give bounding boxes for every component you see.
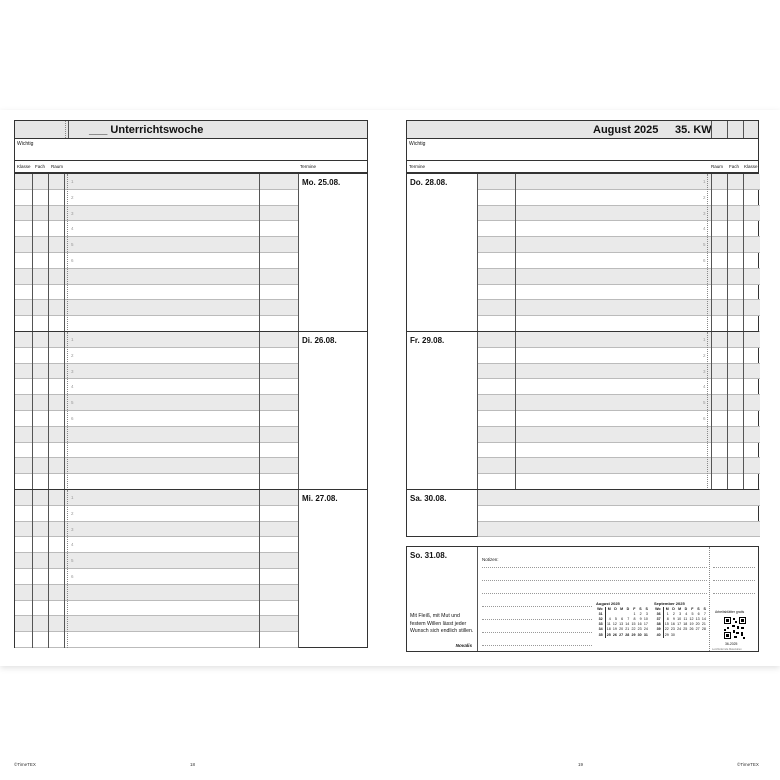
mini-calendar-day-cell: [701, 633, 707, 638]
planner-spread: [0, 110, 780, 767]
mini-calendar-week-row: [596, 633, 649, 638]
lesson-row[interactable]: [15, 616, 298, 632]
period-number: 5: [71, 558, 74, 564]
note-line[interactable]: [482, 619, 592, 620]
mini-calendar-day-cell: 1: [633, 612, 636, 617]
mini-calendar-day-cell: 17: [643, 622, 648, 627]
lesson-row[interactable]: [477, 332, 760, 348]
lesson-row[interactable]: [15, 458, 298, 474]
mini-calendar-day-cell: 23: [670, 627, 675, 632]
lesson-row[interactable]: [477, 427, 760, 443]
period-number: 6: [71, 258, 74, 263]
period-number: 3: [703, 210, 706, 216]
column-divider: [48, 174, 49, 332]
day-label: Sa. 30.08.: [410, 494, 447, 503]
period-number: 4: [71, 384, 74, 390]
mini-calendar-day-cell: 4: [685, 612, 688, 617]
note-line[interactable]: [482, 567, 707, 568]
day-label: Do. 28.08.: [410, 178, 448, 187]
lesson-row[interactable]: [15, 506, 298, 522]
lesson-row[interactable]: [477, 206, 760, 222]
lesson-row[interactable]: [477, 379, 760, 395]
mini-calendar-day-cell: 22: [664, 627, 669, 632]
mini-calendar-day-cell: 27: [619, 632, 624, 637]
mini-calendar-day-cell: 29: [664, 632, 669, 637]
lesson-row[interactable]: [477, 300, 760, 316]
mini-calendar-day-cell: 25: [683, 627, 688, 632]
mini-calendar-day-cell: 35: [596, 633, 605, 638]
column-divider: [32, 332, 33, 490]
lesson-row[interactable]: [477, 253, 760, 269]
mini-calendar-day-cell: 3: [679, 612, 682, 617]
lesson-row[interactable]: [15, 300, 298, 316]
period-number: 1: [71, 179, 74, 184]
mini-calendar-day-cell: 29: [631, 632, 636, 637]
mini-calendar-day-cell: 15: [664, 622, 669, 627]
mini-calendar-day-cell: 21: [701, 622, 706, 627]
note-line[interactable]: [713, 580, 755, 581]
period-number: 4: [71, 226, 74, 232]
mini-calendar-day-cell: 37: [654, 617, 663, 622]
day-label: Mo. 25.08.: [302, 178, 341, 187]
qr-caption-bottom: 36-2025: [725, 642, 738, 646]
mini-calendar-header-cell: D: [626, 607, 630, 612]
day-block: [14, 173, 368, 332]
lesson-row[interactable]: [15, 474, 298, 490]
mini-calendar-day-cell: 5: [691, 612, 694, 617]
note-line[interactable]: [482, 645, 592, 646]
mini-calendar-day-cell: 6: [621, 617, 624, 622]
period-number: 4: [71, 542, 74, 548]
lesson-row[interactable]: [15, 585, 298, 601]
lesson-row[interactable]: [477, 395, 760, 411]
period-number: 3: [703, 368, 706, 374]
mini-calendar-day-cell: 30: [670, 632, 675, 637]
period-number: 2: [703, 352, 706, 358]
header-divider: [727, 121, 728, 138]
header-divider: [711, 121, 712, 138]
column-divider: [67, 174, 68, 332]
lesson-row[interactable]: [477, 474, 760, 490]
lesson-row[interactable]: [15, 490, 298, 506]
lesson-row[interactable]: [15, 553, 298, 569]
page-number: 19: [578, 762, 584, 767]
lesson-row[interactable]: [15, 269, 298, 285]
column-divider: [259, 174, 260, 332]
column-divider: [727, 332, 728, 490]
mini-calendar-day-cell: 24: [677, 627, 682, 632]
mini-calendar-day-cell: 10: [677, 617, 682, 622]
lesson-row[interactable]: [477, 316, 760, 332]
day-label: So. 31.08.: [410, 551, 447, 560]
mini-calendar-day-cell: 20: [619, 627, 624, 632]
column-divider: [32, 490, 33, 648]
mini-calendar-header-cell: D: [672, 607, 675, 612]
day-block: [406, 173, 759, 332]
column-divider: [743, 174, 744, 332]
mini-calendar-day-cell: 14: [625, 622, 630, 627]
mini-calendar-day-cell: 8: [633, 617, 636, 622]
column-divider: [298, 490, 299, 648]
lesson-row[interactable]: [477, 458, 760, 474]
col-fach: Fach: [35, 164, 46, 169]
column-divider: [707, 332, 708, 490]
lesson-row[interactable]: [477, 285, 760, 301]
mini-calendar-header-cell: M: [665, 607, 669, 612]
mini-calendar-day-cell: 15: [631, 622, 636, 627]
period-number: 6: [703, 258, 706, 263]
mini-calendar-day-cell: 9: [639, 617, 642, 622]
column-divider: [298, 332, 299, 490]
mini-calendar-header-cell: S: [697, 607, 700, 612]
period-number: 4: [703, 226, 706, 232]
left-page: [14, 120, 368, 652]
column-divider: [707, 174, 708, 332]
tiny-caption: Lernfördernde Materialien: [712, 648, 742, 651]
mini-calendar-header-cell: M: [607, 607, 611, 612]
mini-calendar-day-cell: 23: [637, 627, 642, 632]
header-divider: [68, 121, 69, 138]
mini-calendar-day-cell: 25: [606, 632, 611, 637]
column-divider: [711, 332, 712, 490]
column-divider: [477, 332, 478, 490]
column-divider: [515, 174, 516, 332]
column-divider: [64, 490, 65, 648]
mini-calendar-table: [654, 607, 707, 638]
period-number: 3: [71, 210, 74, 216]
column-header: [14, 161, 368, 173]
lesson-row[interactable]: [15, 316, 298, 332]
column-divider: [64, 174, 65, 332]
lesson-row[interactable]: [15, 348, 298, 364]
lesson-row[interactable]: [477, 237, 760, 253]
mini-calendar-day-cell: 20: [695, 622, 700, 627]
lesson-row[interactable]: [15, 379, 298, 395]
qr-code-icon[interactable]: [723, 616, 747, 640]
mini-calendar-day-cell: 28: [625, 632, 630, 637]
lesson-row[interactable]: [15, 237, 298, 253]
col-termine: Termine: [300, 164, 317, 169]
mini-calendar-day-cell: 21: [625, 627, 630, 632]
column-divider: [259, 490, 260, 648]
mini-calendar-day-cell: 22: [631, 627, 636, 632]
mini-calendar-september: [654, 601, 707, 638]
mini-calendar-day-cell: 13: [619, 622, 624, 627]
right-page: [406, 120, 759, 652]
mini-calendar-header-cell: S: [645, 607, 648, 612]
mini-calendar-title: August 2025: [596, 601, 620, 606]
lesson-row[interactable]: [477, 443, 760, 459]
lesson-row[interactable]: [15, 411, 298, 427]
period-number: 5: [71, 400, 74, 406]
period-number: 2: [71, 510, 74, 516]
period-number: 1: [703, 337, 706, 342]
lesson-row[interactable]: [477, 490, 760, 506]
mini-calendar-day-cell: 31: [643, 632, 648, 637]
day-block: [406, 331, 759, 490]
left-header: [14, 120, 368, 139]
mini-calendar-header-cell: Wo: [654, 607, 663, 612]
period-number: 6: [71, 416, 74, 421]
lesson-row[interactable]: [477, 364, 760, 380]
col-fach: Fach: [729, 164, 740, 169]
week-title: ___ Unterrichtswoche: [89, 124, 204, 136]
mini-calendar-day-cell: 39: [654, 627, 663, 632]
mini-calendar-day-cell: 26: [689, 627, 694, 632]
note-line[interactable]: [482, 606, 592, 607]
mini-calendar-day-cell: 18: [683, 622, 688, 627]
mini-calendar-day-cell: 1: [666, 612, 669, 617]
column-divider: [48, 490, 49, 648]
mini-calendar-header-cell: F: [633, 607, 636, 612]
wichtig-box[interactable]: [14, 139, 368, 161]
day-divider: [477, 547, 478, 651]
mini-calendar-day-cell: 7: [627, 617, 630, 622]
column-divider: [298, 174, 299, 332]
mini-calendar-day-cell: 40: [654, 633, 663, 638]
mini-calendar-day-cell: 10: [643, 617, 648, 622]
column-divider: [477, 174, 478, 332]
mini-calendar-day-cell: 11: [683, 617, 688, 622]
mini-calendar-day-cell: 3: [645, 612, 648, 617]
col-termine: Termine: [409, 164, 426, 169]
mini-calendar-header-cell: M: [620, 607, 624, 612]
lesson-row[interactable]: [15, 332, 298, 348]
mini-calendar-header-cell: Wo: [596, 607, 605, 612]
quote-author: Novalis: [455, 643, 472, 648]
period-number: 1: [71, 495, 74, 500]
mini-calendar-day-cell: 2: [639, 612, 642, 617]
mini-calendar-august: [596, 601, 649, 638]
lesson-row[interactable]: [15, 174, 298, 190]
mini-calendar-day-cell: 32: [596, 617, 605, 622]
column-divider: [67, 332, 68, 490]
mini-calendar-day-cell: 11: [606, 622, 611, 627]
column-divider: [259, 332, 260, 490]
lesson-row[interactable]: [15, 190, 298, 206]
day-label: Di. 26.08.: [302, 336, 337, 345]
period-number: 3: [71, 526, 74, 532]
lesson-row[interactable]: [477, 348, 760, 364]
lesson-row[interactable]: [15, 443, 298, 459]
wichtig-box[interactable]: [406, 139, 759, 161]
mini-calendar-day-cell: 30: [637, 632, 642, 637]
lesson-row[interactable]: [15, 632, 298, 648]
period-number: 2: [703, 194, 706, 200]
mini-calendar-day-cell: 14: [701, 617, 706, 622]
mini-calendar-day-cell: 6: [697, 612, 700, 617]
column-divider: [743, 332, 744, 490]
mini-calendar-header-cell: D: [684, 607, 688, 612]
lesson-row[interactable]: [477, 411, 760, 427]
period-number: 3: [71, 368, 74, 374]
mini-calendar-day-cell: 36: [654, 612, 663, 617]
lesson-row[interactable]: [15, 601, 298, 617]
sunday-block: [406, 546, 759, 652]
note-line[interactable]: [713, 593, 755, 594]
mini-calendar-day-cell: 34: [596, 627, 605, 632]
footer-brand: ©TimeTEX: [14, 762, 36, 767]
mini-calendar-day-cell: 26: [612, 632, 617, 637]
column-divider: [711, 174, 712, 332]
mini-calendar-table: [596, 607, 649, 638]
mini-calendar-header-cell: D: [614, 607, 617, 612]
period-number: 2: [71, 194, 74, 200]
mini-calendar-day-cell: 16: [637, 622, 642, 627]
period-number: 6: [703, 416, 706, 421]
period-number: 1: [703, 179, 706, 184]
mini-calendar-day-cell: 7: [703, 612, 706, 617]
mini-calendar-day-cell: 4: [608, 617, 611, 622]
right-header: [406, 120, 759, 139]
mini-calendar-day-cell: 38: [654, 622, 663, 627]
note-line[interactable]: [482, 632, 592, 633]
mini-calendar-day-cell: 9: [672, 617, 675, 622]
column-divider: [32, 174, 33, 332]
quote-text: Mit Fleiß, mit Mut und festem Willen lässt jeder Wunsch sich endlich stillen.: [410, 613, 474, 634]
column-divider: [515, 332, 516, 490]
mini-calendar-day-cell: 8: [666, 617, 669, 622]
saturday-block: [406, 489, 759, 537]
mini-calendar-header-cell: F: [691, 607, 694, 612]
mini-calendar-day-cell: 31: [596, 612, 605, 617]
notes-divider: [709, 547, 710, 651]
mini-calendar-day-cell: 12: [612, 622, 617, 627]
note-line[interactable]: [482, 593, 707, 594]
wichtig-label: Wichtig: [17, 141, 34, 147]
day-block: [14, 331, 368, 490]
lesson-row[interactable]: [477, 522, 760, 538]
lesson-row[interactable]: [477, 269, 760, 285]
column-header: [406, 161, 759, 173]
header-divider: [743, 121, 744, 138]
mini-calendar-week-row: [654, 633, 707, 638]
period-number: 5: [71, 242, 74, 248]
lesson-row[interactable]: [15, 569, 298, 585]
mini-calendar-header-cell: S: [703, 607, 706, 612]
mini-calendar-day-cell: 19: [612, 627, 617, 632]
col-raum: Raum: [51, 164, 64, 169]
month-title: August 2025: [593, 124, 659, 136]
mini-calendar-header-cell: M: [678, 607, 682, 612]
mini-calendar-title: September 2025: [654, 601, 685, 606]
lesson-row[interactable]: [15, 395, 298, 411]
lesson-row[interactable]: [477, 190, 760, 206]
lesson-row[interactable]: [15, 427, 298, 443]
col-raum: Raum: [711, 164, 724, 169]
mini-calendar-day-cell: 28: [701, 627, 706, 632]
lesson-row[interactable]: [477, 174, 760, 190]
lesson-row[interactable]: [15, 253, 298, 269]
column-divider: [48, 332, 49, 490]
note-line[interactable]: [713, 567, 755, 568]
mini-calendar-day-cell: 18: [606, 627, 611, 632]
period-number: 6: [71, 574, 74, 579]
mini-calendar-day-cell: 27: [695, 627, 700, 632]
column-divider: [67, 490, 68, 648]
calendar-week: 35. KW: [675, 124, 712, 136]
mini-calendar-day-cell: 24: [643, 627, 648, 632]
column-divider: [727, 174, 728, 332]
mini-calendar-day-cell: 2: [672, 612, 675, 617]
lesson-row[interactable]: [477, 221, 760, 237]
mini-calendar-day-cell: 19: [689, 622, 694, 627]
column-divider: [64, 332, 65, 490]
col-klasse: Klasse: [17, 164, 31, 169]
period-number: 4: [703, 384, 706, 390]
period-number: 5: [703, 400, 706, 406]
page-number: 18: [190, 762, 196, 767]
period-number: 5: [703, 242, 706, 248]
period-number: 1: [71, 337, 74, 342]
day-label: Fr. 29.08.: [410, 336, 445, 345]
lesson-row[interactable]: [15, 221, 298, 237]
mini-calendar-day-cell: 12: [689, 617, 694, 622]
mini-calendar-header-cell: S: [639, 607, 642, 612]
lesson-row[interactable]: [15, 285, 298, 301]
notizen-label: Notizen:: [482, 557, 499, 562]
footer-brand: ©TimeTEX: [737, 762, 759, 767]
period-number: 2: [71, 352, 74, 358]
day-label: Mi. 27.08.: [302, 494, 338, 503]
header-divider: [65, 121, 66, 138]
day-block: [14, 489, 368, 648]
mini-calendar-day-cell: 17: [677, 622, 682, 627]
mini-calendar-day-cell: 13: [695, 617, 700, 622]
mini-calendar-day-cell: 5: [614, 617, 617, 622]
lesson-row[interactable]: [477, 506, 760, 522]
column-divider: [477, 490, 478, 537]
mini-calendar-day-cell: 16: [670, 622, 675, 627]
note-line[interactable]: [482, 580, 707, 581]
col-klasse: Klasse: [744, 164, 758, 169]
mini-calendar-day-cell: 33: [596, 622, 605, 627]
lesson-row[interactable]: [15, 537, 298, 553]
lesson-row[interactable]: [15, 206, 298, 222]
lesson-row[interactable]: [15, 522, 298, 538]
lesson-row[interactable]: [15, 364, 298, 380]
wichtig-label: Wichtig: [409, 141, 426, 147]
qr-caption-top: Arbeitsblätter gratis: [715, 610, 745, 614]
